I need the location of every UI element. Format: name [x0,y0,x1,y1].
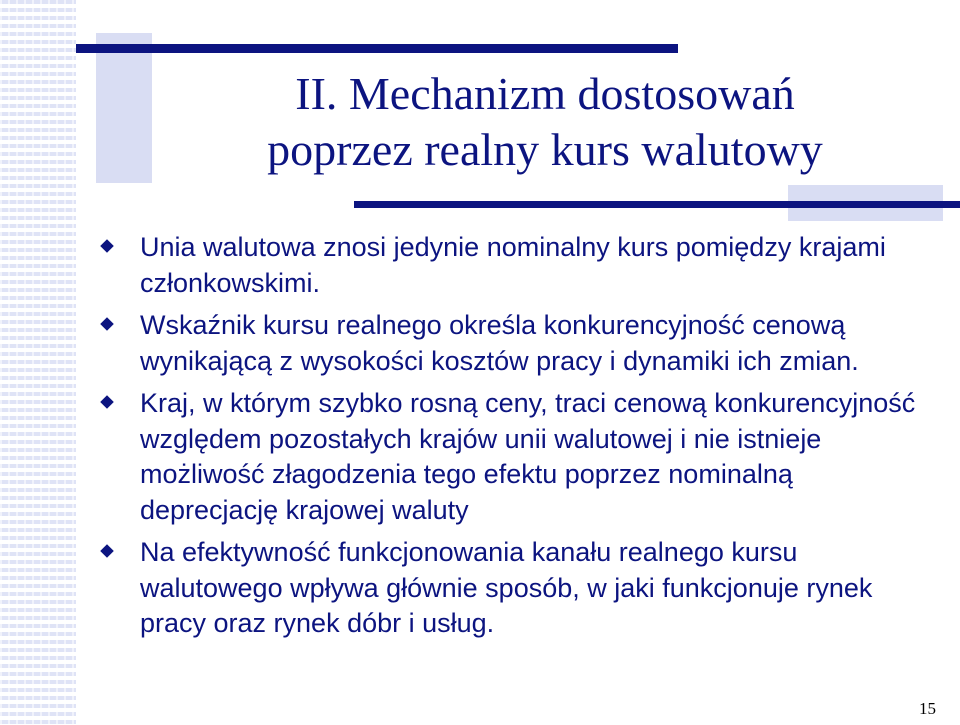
bullet-text: Wskaźnik kursu realnego określa konkurencyjność cenową wynikającą z wysokości kosztów pracy i dynamiki ich zmian. [140,310,859,376]
diamond-bullet-icon [100,239,114,253]
left-decorative-band [0,0,76,725]
bullet-item [98,308,928,379]
bullet-item [98,230,928,301]
bullet-list [98,230,928,649]
diamond-bullet-icon [100,317,114,331]
slide-title-line-2: poprzez realny kurs walutowy [267,124,823,175]
bullet-text: Na efektywność funkcjonowania kanału realnego kursu walutowego wpływa głównie sposób, w jaki funkcjonuje rynek pracy oraz rynek dóbr i usług. [140,537,873,638]
page-number: 15 [919,699,936,718]
bullet-item [98,535,928,642]
bullet-text: Kraj, w którym szybko rosną ceny, traci cenową konkurencyjność względem pozostałych krajów unii walutowej i nie istnieje możliwość złagodzenia tego efektu poprzez nominalną deprecjację krajowej waluty [140,388,916,525]
bullet-text: Unia walutowa znosi jedynie nominalny kurs pomiędzy krajami członkowskimi. [140,232,886,298]
slide-title-line-1: II. Mechanizm dostosowań [295,68,795,119]
diamond-bullet-icon [100,544,114,558]
diamond-bullet-icon [100,395,114,409]
bullet-item [98,386,928,528]
title-bottom-rule [354,201,960,208]
title-accent-block-left [96,33,152,183]
slide-title [160,66,930,178]
title-top-rule [76,44,678,53]
